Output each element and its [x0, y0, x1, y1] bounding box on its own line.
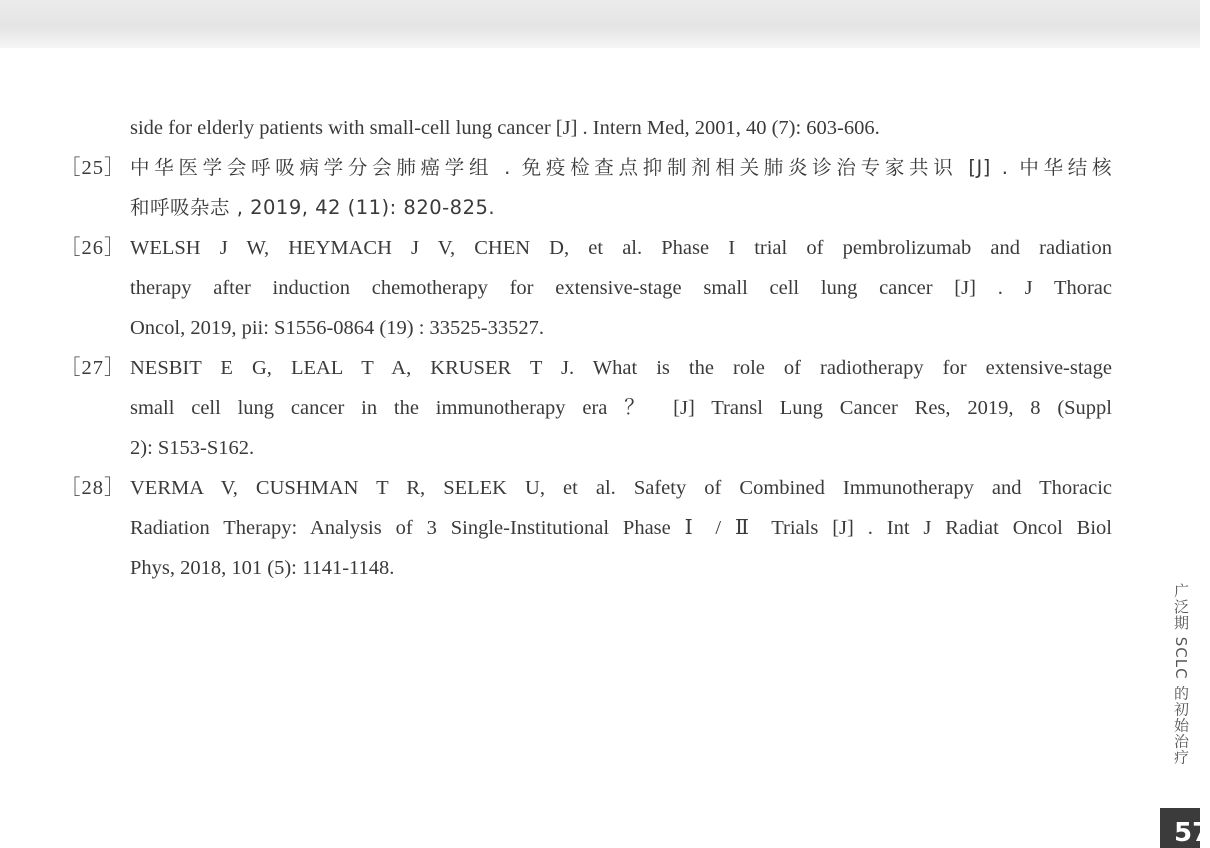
page-number-tab [1160, 808, 1210, 848]
reference-text-line: Oncol, 2019, pii: S1556-0864 (19) : 33525-33527. [130, 317, 544, 339]
reference-number: ［25］ [60, 157, 126, 179]
reference-text-line: 和呼吸杂志 , 2019, 42 (11): 820-825. [130, 196, 496, 219]
page-number: 57 [1174, 818, 1210, 848]
reference-text-line: VERMA V, CUSHMAN T R, SELEK U, et al. Safety of Combined Immunotherapy and Thoracic [130, 477, 1112, 499]
reference-text-line: small cell lung cancer in the immunotherapy era ？ [J] Transl Lung Cancer Res, 2019, 8 (Suppl [130, 397, 1112, 419]
chapter-side-title: 广泛期 SCLC 的初始治疗 [1172, 583, 1190, 766]
reference-text-line: 2): S153-S162. [130, 437, 255, 459]
reference-number: ［26］ [60, 237, 126, 259]
reference-text-line: 中华医学会呼吸病学分会肺癌学组 . 免疫检查点抑制剂相关肺炎诊治专家共识 [J] . 中华结核 [130, 156, 1112, 179]
reference-item-25 [60, 148, 1112, 228]
reference-number: ［28］ [60, 477, 126, 499]
reference-text-line: therapy after induction chemotherapy for extensive-stage small cell lung cancer [J] . J Thorac [130, 277, 1112, 299]
page-top-band [0, 0, 1200, 48]
reference-text-line: NESBIT E G, LEAL T A, KRUSER T J. What is the role of radiotherapy for extensive-stage [130, 357, 1112, 379]
reference-list [60, 108, 1112, 588]
reference-item-27 [60, 348, 1112, 468]
reference-text-line: WELSH J W, HEYMACH J V, CHEN D, et al. Phase I trial of pembrolizumab and radiation [130, 237, 1112, 259]
reference-number: ［27］ [60, 357, 126, 379]
reference-item-26 [60, 228, 1112, 348]
reference-continuation: side for elderly patients with small-cell lung cancer [J] . Intern Med, 2001, 40 (7): 603-606. [130, 117, 880, 139]
reference-item-28 [60, 468, 1112, 588]
reference-text-line: Phys, 2018, 101 (5): 1141-1148. [130, 557, 395, 579]
reference-text-line: Radiation Therapy: Analysis of 3 Single-Institutional Phase Ⅰ / Ⅱ Trials [J] . Int J Radiat Oncol Biol [130, 517, 1112, 539]
